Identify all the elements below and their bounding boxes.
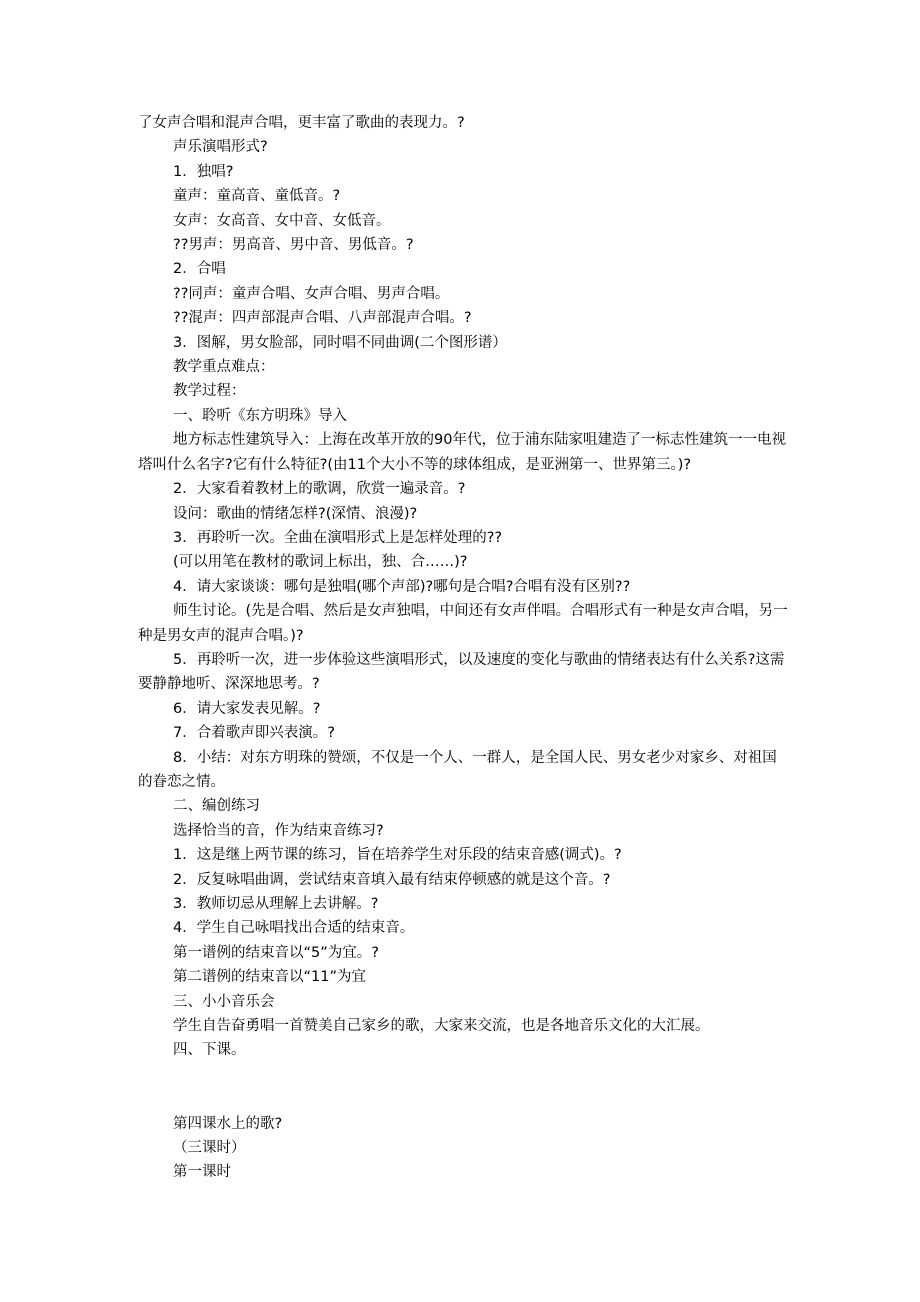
paragraph: ??混声：四声部混声合唱、八声部混声合唱。? bbox=[173, 310, 472, 327]
paragraph: 3．再聆听一次。全曲在演唱形式上是怎样处理的?? bbox=[173, 529, 503, 546]
paragraph: 2．大家看着教材上的歌调，欣赏一遍录音。? bbox=[173, 481, 466, 498]
paragraph: 7．合着歌声即兴表演。? bbox=[173, 725, 335, 742]
paragraph: 四、下课。 bbox=[173, 1042, 246, 1059]
paragraph: 4．请大家谈谈：哪句是独唱(哪个声部)?哪句是合唱?合唱有没有区别?? bbox=[173, 578, 631, 595]
paragraph: 2．反复咏唱曲调，尝试结束音填入最有结束停顿感的就是这个音。? bbox=[173, 871, 611, 888]
document-body bbox=[138, 111, 788, 1063]
lesson-header-line: 第四课水上的歌? bbox=[173, 1115, 283, 1132]
paragraph: 童声：童高音、童低音。? bbox=[173, 188, 341, 205]
paragraph: 三、小小音乐会 bbox=[173, 993, 275, 1010]
paragraph: 2．合唱 bbox=[173, 261, 226, 278]
paragraph: 教学过程： bbox=[173, 383, 246, 400]
blank-line bbox=[138, 1063, 788, 1112]
paragraph: 第一谱例的结束音以“5”为宜。? bbox=[173, 944, 379, 961]
lesson-header-line: （三课时） bbox=[173, 1140, 246, 1157]
lesson-header-line: 第一课时 bbox=[173, 1164, 231, 1181]
paragraph: 设问：歌曲的情绪怎样?(深情、浪漫)? bbox=[173, 505, 418, 522]
paragraph: 第二谱例的结束音以“11”为宜 bbox=[173, 969, 366, 986]
paragraph: 5．再聆听一次，进一步体验这些演唱形式，以及速度的变化与歌曲的情绪表达有什么关系?这需要静静地听、深深地思考。? bbox=[138, 651, 785, 693]
paragraph: 师生讨论。(先是合唱、然后是女声独唱，中间还有女声伴唱。合唱形式有一种是女声合唱，另一种是男女声的混声合唱。)? bbox=[138, 603, 788, 644]
paragraph: 3．教师切忌从理解上去讲解。? bbox=[173, 896, 379, 912]
paragraph: 一、聆听《东方明珠》导入 bbox=[173, 407, 347, 424]
paragraph: 学生自告奋勇唱一首赞美自己家乡的歌，大家来交流，也是各地音乐文化的大汇展。 bbox=[173, 1018, 710, 1035]
paragraph: 二、编创练习 bbox=[173, 798, 260, 815]
paragraph: 女声：女高音、女中音、女低音。 bbox=[173, 212, 391, 229]
paragraph: 3．图解，男女脸部，同时唱不同曲调(二个图形谱） bbox=[173, 334, 507, 351]
paragraph: 选择恰当的音，作为结束音练习? bbox=[173, 822, 384, 839]
paragraph: 1．独唱? bbox=[173, 163, 234, 180]
paragraph: 8．小结：对东方明珠的赞颂，不仅是一个人、一群人，是全国人民、男女老少对家乡、对祖国的眷恋之情。 bbox=[138, 749, 777, 790]
paragraph: 地方标志性建筑导入：上海在改革开放的90年代，位于浦东陆家咀建造了一标志性建筑一一电视塔叫什么名字?它有什么特征?(由11个大小不等的球体组成，是亚洲第一、世界第三。)? bbox=[138, 432, 786, 473]
paragraph: 6．请大家发表见解。? bbox=[173, 700, 321, 717]
paragraph: 1．这是继上两节课的练习，旨在培养学生对乐段的结束音感(调式)。? bbox=[173, 847, 622, 864]
paragraph: ??男声：男高音、男中音、男低音。? bbox=[173, 237, 414, 254]
lesson-header bbox=[138, 1112, 788, 1185]
paragraph: 教学重点难点： bbox=[173, 359, 275, 376]
paragraph: ??同声：童声合唱、女声合唱、男声合唱。 bbox=[173, 285, 450, 302]
paragraph: 了女声合唱和混声合唱，更丰富了歌曲的表现力。? bbox=[138, 115, 465, 131]
paragraph: 4．学生自己咏唱找出合适的结束音。 bbox=[173, 920, 415, 937]
paragraph: 声乐演唱形式? bbox=[173, 139, 268, 156]
document-page bbox=[138, 111, 788, 1185]
paragraph: (可以用笔在教材的歌词上标出，独、合……)? bbox=[173, 554, 468, 571]
